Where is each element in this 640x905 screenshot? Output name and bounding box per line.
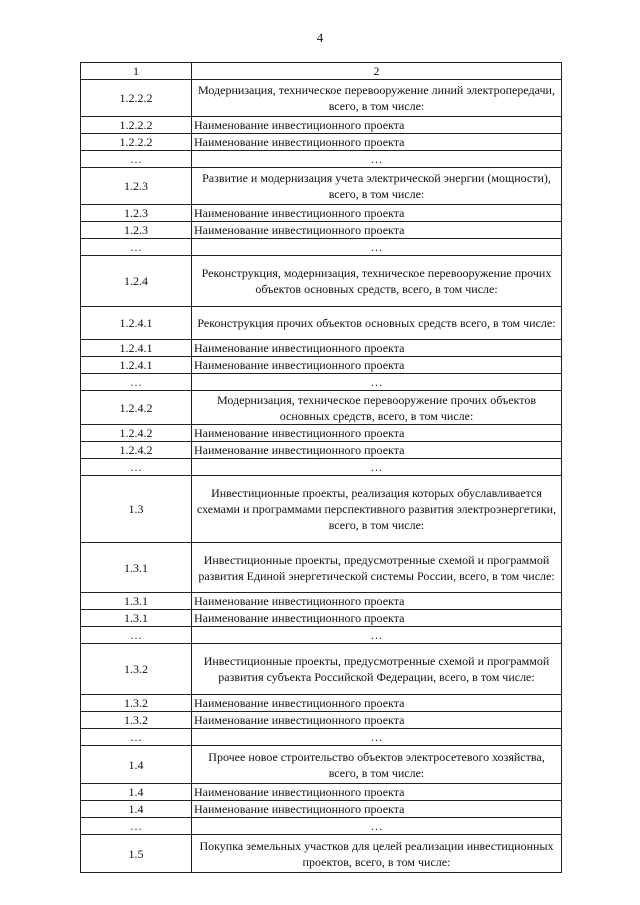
row-code: 1.2.4.1: [81, 340, 192, 357]
row-code: 1.2.2.2: [81, 134, 192, 151]
row-description: Наименование инвестиционного проекта: [192, 784, 562, 801]
table-row: [81, 374, 562, 391]
table-row: [81, 134, 562, 151]
row-code: 1.3.1: [81, 610, 192, 627]
row-code: 1.4: [81, 746, 192, 784]
row-code: 1.2.4.1: [81, 357, 192, 374]
row-description: Реконструкция прочих объектов основных средств всего, в том числе:: [192, 307, 562, 340]
row-description: Наименование инвестиционного проекта: [192, 205, 562, 222]
row-description: Инвестиционные проекты, реализация которых обуславливается схемами и программами перспективного развития электроэнергетики, всего, в том числе:: [192, 476, 562, 543]
table-row: [81, 340, 562, 357]
row-description: Модернизация, техническое перевооружение линий электропередачи, всего, в том числе:: [192, 80, 562, 117]
row-description: Реконструкция, модернизация, техническое перевооружение прочих объектов основных средств, всего, в том числе:: [192, 256, 562, 307]
table-row: [81, 729, 562, 746]
row-code: 1.2.4.2: [81, 442, 192, 459]
column-header-1: 1: [81, 63, 192, 80]
table-row: [81, 712, 562, 729]
row-code: 1.3.2: [81, 695, 192, 712]
row-code: 1.2.2.2: [81, 117, 192, 134]
row-code: 1.5: [81, 835, 192, 873]
table-row: [81, 746, 562, 784]
row-description: Наименование инвестиционного проекта: [192, 801, 562, 818]
row-code: 1.3.1: [81, 543, 192, 593]
investment-projects-table: [80, 62, 562, 873]
row-code: …: [81, 374, 192, 391]
row-code: 1.3.2: [81, 644, 192, 695]
row-code: …: [81, 151, 192, 168]
table-row: [81, 543, 562, 593]
row-description: Наименование инвестиционного проекта: [192, 593, 562, 610]
row-code: 1.3.1: [81, 593, 192, 610]
row-description: Наименование инвестиционного проекта: [192, 357, 562, 374]
row-code: 1.2.4.2: [81, 391, 192, 425]
row-description: Наименование инвестиционного проекта: [192, 695, 562, 712]
table-row: [81, 239, 562, 256]
row-code: 1.3: [81, 476, 192, 543]
row-description: Модернизация, техническое перевооружение прочих объектов основных средств, всего, в том числе:: [192, 391, 562, 425]
table-header-row: [81, 63, 562, 80]
row-description: Покупка земельных участков для целей реализации инвестиционных проектов, всего, в том числе:: [192, 835, 562, 873]
table-row: [81, 307, 562, 340]
row-code: 1.3.2: [81, 712, 192, 729]
row-description: …: [192, 459, 562, 476]
table-row: [81, 256, 562, 307]
row-description: Наименование инвестиционного проекта: [192, 442, 562, 459]
row-description: Развитие и модернизация учета электрической энергии (мощности), всего, в том числе:: [192, 168, 562, 205]
row-code: 1.2.4.2: [81, 425, 192, 442]
row-description: Инвестиционные проекты, предусмотренные схемой и программой развития Единой энергетической системы России, всего, в том числе:: [192, 543, 562, 593]
row-description: …: [192, 151, 562, 168]
row-description: Прочее новое строительство объектов электросетевого хозяйства, всего, в том числе:: [192, 746, 562, 784]
row-description: Наименование инвестиционного проекта: [192, 222, 562, 239]
column-header-2: 2: [192, 63, 562, 80]
table-row: [81, 476, 562, 543]
row-code: …: [81, 729, 192, 746]
table-body: [81, 80, 562, 873]
table-row: [81, 425, 562, 442]
page-number: 4: [316, 30, 324, 45]
row-code: 1.2.2.2: [81, 80, 192, 117]
table-row: [81, 168, 562, 205]
row-description: Наименование инвестиционного проекта: [192, 117, 562, 134]
table-row: [81, 644, 562, 695]
row-description: Наименование инвестиционного проекта: [192, 134, 562, 151]
table-row: [81, 784, 562, 801]
row-description: Наименование инвестиционного проекта: [192, 712, 562, 729]
row-description: …: [192, 818, 562, 835]
row-code: …: [81, 818, 192, 835]
table-row: [81, 205, 562, 222]
row-code: 1.4: [81, 784, 192, 801]
table-row: [81, 593, 562, 610]
table-row: [81, 391, 562, 425]
table-row: [81, 151, 562, 168]
row-description: Инвестиционные проекты, предусмотренные схемой и программой развития субъекта Российской Федерации, всего, в том числе:: [192, 644, 562, 695]
row-code: 1.2.4: [81, 256, 192, 307]
table-row: [81, 357, 562, 374]
table-row: [81, 818, 562, 835]
row-code: …: [81, 627, 192, 644]
row-code: …: [81, 239, 192, 256]
row-description: Наименование инвестиционного проекта: [192, 425, 562, 442]
table-row: [81, 627, 562, 644]
row-description: Наименование инвестиционного проекта: [192, 340, 562, 357]
row-description: …: [192, 239, 562, 256]
row-code: 1.2.3: [81, 205, 192, 222]
table-row: [81, 695, 562, 712]
table-row: [81, 117, 562, 134]
row-code: 1.2.3: [81, 168, 192, 205]
table-row: [81, 80, 562, 117]
table-row: [81, 459, 562, 476]
row-description: …: [192, 729, 562, 746]
table-row: [81, 222, 562, 239]
table-row: [81, 610, 562, 627]
row-code: 1.2.3: [81, 222, 192, 239]
table-row: [81, 442, 562, 459]
row-code: 1.4: [81, 801, 192, 818]
row-description: Наименование инвестиционного проекта: [192, 610, 562, 627]
table-row: [81, 835, 562, 873]
row-code: …: [81, 459, 192, 476]
table-row: [81, 801, 562, 818]
row-code: 1.2.4.1: [81, 307, 192, 340]
row-description: …: [192, 627, 562, 644]
row-description: …: [192, 374, 562, 391]
